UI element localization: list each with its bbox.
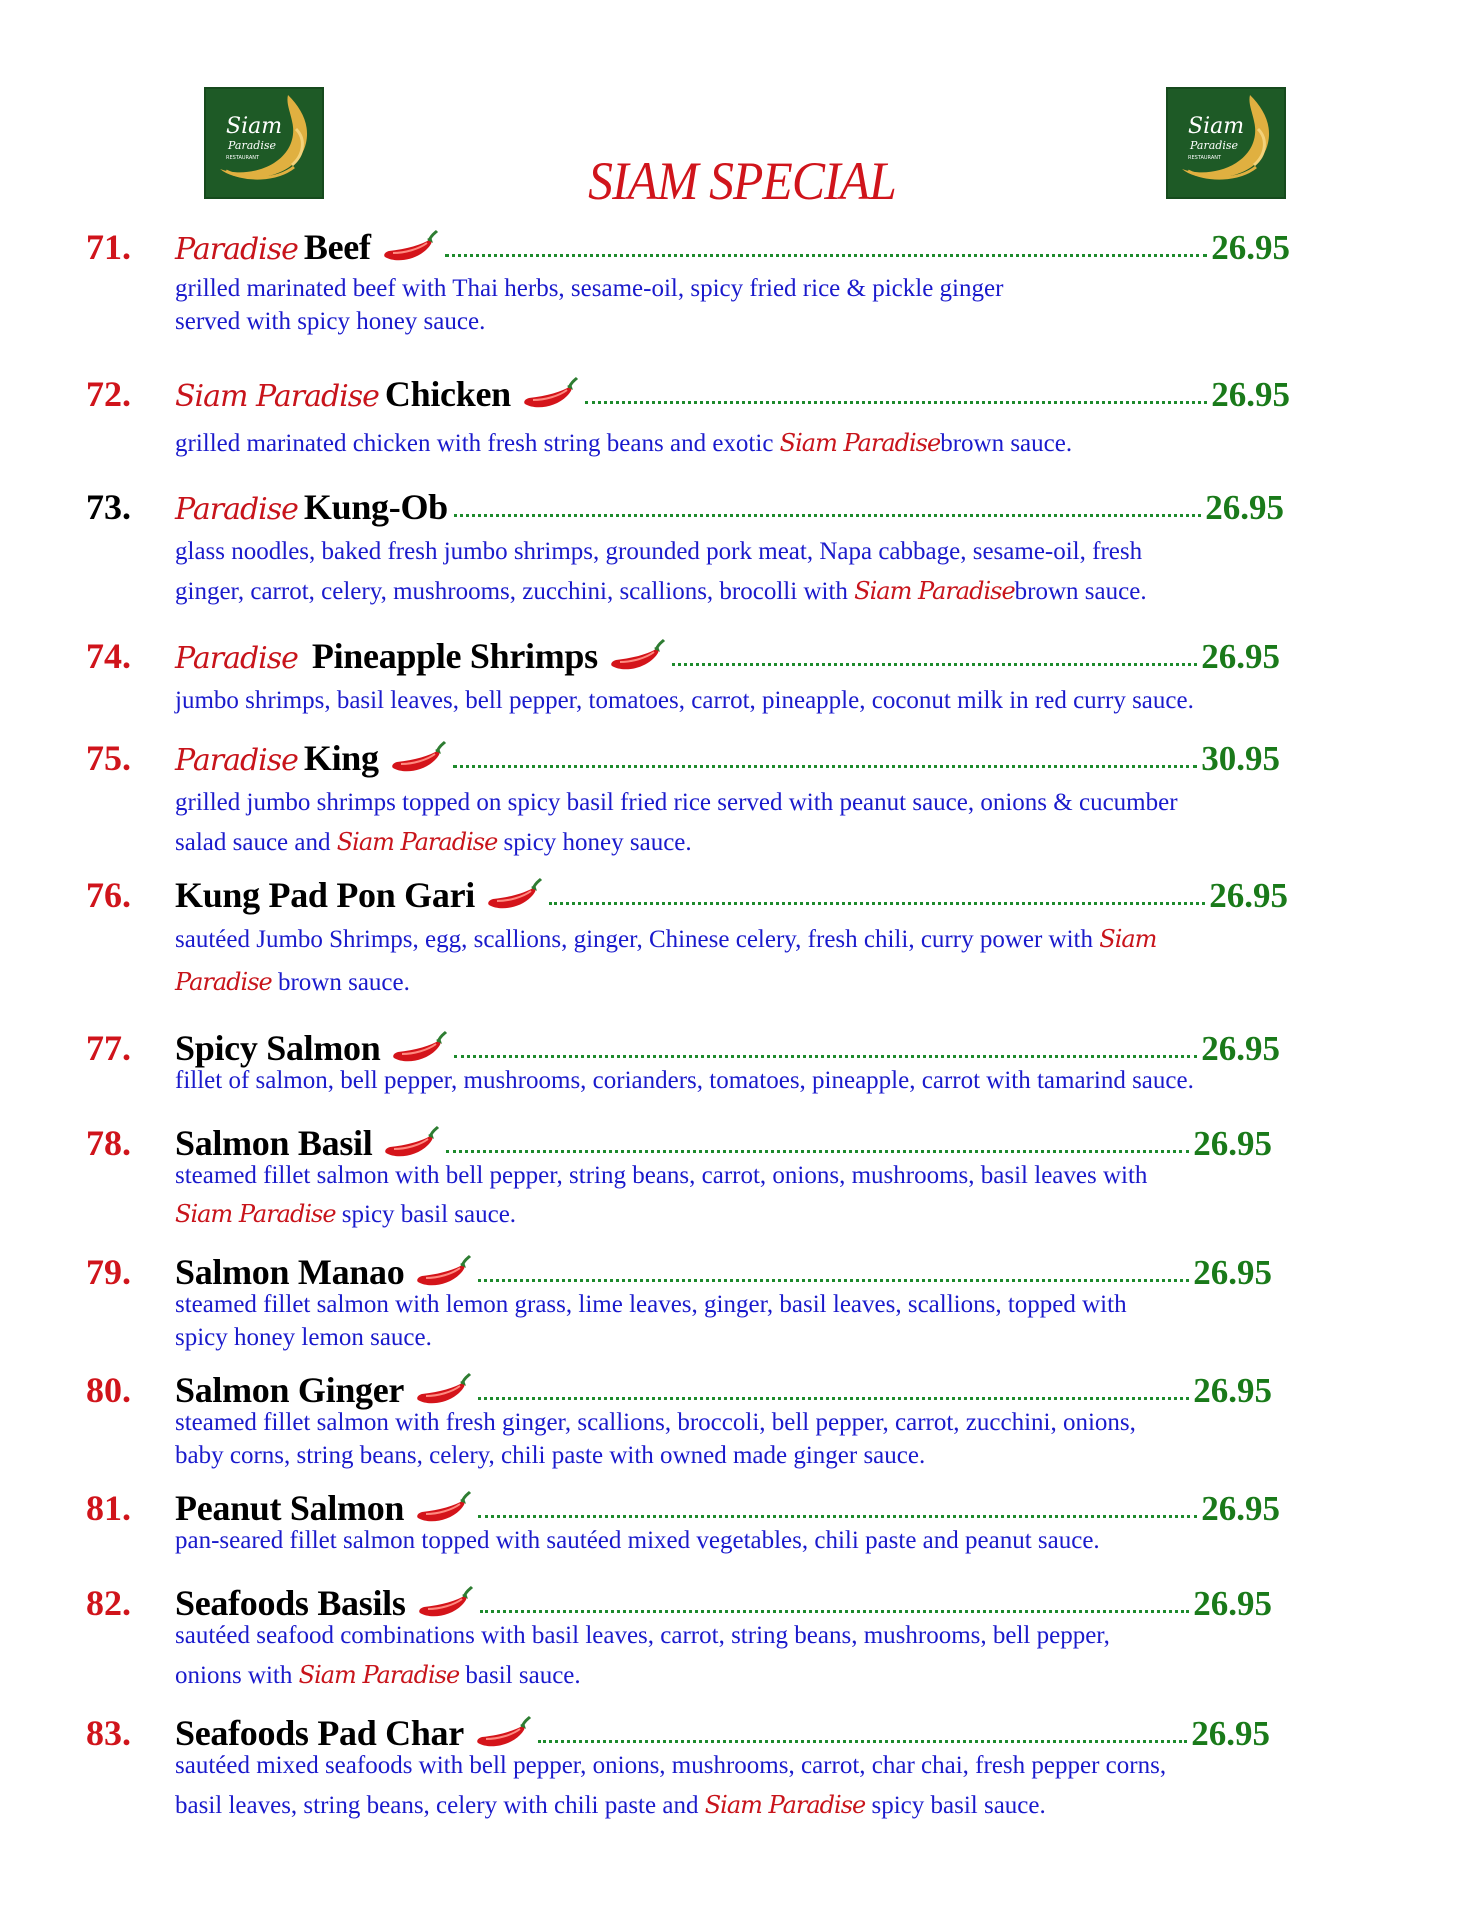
item-name: Seafoods Basils: [175, 1583, 406, 1623]
item-description: [175, 1406, 1375, 1472]
item-price: 26.95: [1211, 375, 1290, 414]
description-line: steamed fillet salmon with bell pepper, string beans, carrot, onions, mushrooms, basil leaves with: [175, 1162, 1148, 1189]
item-prefix: Paradise: [175, 743, 298, 778]
chili-pepper-icon: [414, 1370, 472, 1410]
chili-pepper-icon: [389, 738, 447, 778]
chili-pepper-icon: [381, 227, 439, 267]
description-text: grilled marinated chicken with fresh string beans and exotic: [175, 430, 780, 457]
item-description: [175, 1159, 1375, 1231]
description-text: basil leaves, string beans, celery with chili paste and: [175, 1792, 705, 1819]
item-name-line: [175, 873, 1288, 917]
item-description: [175, 1524, 1375, 1557]
brand-name: Siam Paradise: [704, 1791, 866, 1819]
item-name: Kung-Ob: [303, 487, 448, 527]
dot-leader: [538, 1738, 1187, 1743]
brand-name: Siam Paradise: [298, 1661, 460, 1689]
item-name: Kung Pad Pon Gari: [175, 875, 475, 915]
description-line: steamed fillet salmon with lemon grass, lime leaves, ginger, basil leaves, scallions, topped with: [175, 1291, 1127, 1318]
chili-pepper-icon: [416, 1583, 474, 1623]
item-number: 79.: [86, 1252, 131, 1292]
item-price: 26.95: [1191, 1714, 1270, 1753]
item-name: Salmon Ginger: [175, 1370, 405, 1410]
item-prefix: Siam Paradise: [175, 379, 379, 414]
description-text: sautéed Jumbo Shrimps, egg, scallions, ginger, Chinese celery, fresh chili, curry power with: [175, 926, 1100, 953]
item-price: 26.95: [1193, 1253, 1272, 1292]
item-prefix: Paradise: [175, 492, 298, 527]
brand-name: Paradise: [175, 968, 272, 996]
item-price: 26.95: [1205, 488, 1284, 527]
chili-pepper-icon: [608, 636, 666, 676]
svg-text:RESTAURANT: RESTAURANT: [226, 155, 260, 161]
item-price: 26.95: [1201, 1489, 1280, 1528]
item-name: Salmon Manao: [175, 1252, 405, 1292]
description-line: [175, 427, 1375, 460]
item-description: [175, 1749, 1375, 1822]
item-price: 26.95: [1193, 1371, 1272, 1410]
item-price: 26.95: [1211, 228, 1290, 267]
item-number: 75.: [86, 738, 131, 778]
chili-pepper-icon: [485, 875, 543, 915]
dot-leader: [446, 1148, 1189, 1153]
item-number: 77.: [86, 1028, 131, 1068]
description-line: spicy honey lemon sauce.: [175, 1324, 432, 1351]
description-line: [175, 1198, 1375, 1231]
item-price: 26.95: [1201, 637, 1280, 676]
description-line: [175, 1659, 1375, 1692]
item-number: 82.: [86, 1583, 131, 1623]
description-line: pan-seared fillet salmon topped with sautéed mixed vegetables, chili paste and peanut sauce.: [175, 1527, 1100, 1554]
dot-leader: [478, 1513, 1197, 1518]
description-line: [175, 575, 1375, 608]
chili-pepper-icon: [414, 1252, 472, 1292]
chili-pepper-icon: [521, 374, 579, 414]
svg-text:RESTAURANT: RESTAURANT: [1188, 155, 1222, 161]
dot-leader: [549, 900, 1205, 905]
brand-name: Siam Paradise: [854, 577, 1015, 605]
item-price: 26.95: [1209, 876, 1288, 915]
item-price: 30.95: [1201, 739, 1280, 778]
item-description: [175, 272, 1375, 338]
item-description: [175, 923, 1345, 999]
item-name: Pineapple Shrimps: [311, 636, 598, 676]
item-name-line: [175, 485, 1284, 529]
item-number: 78.: [86, 1123, 131, 1163]
item-prefix: Paradise: [175, 232, 298, 267]
description-line: grilled marinated beef with Thai herbs, sesame-oil, spicy fried rice & pickle ginger: [175, 275, 1004, 302]
dot-leader: [454, 512, 1201, 517]
chili-pepper-icon: [474, 1713, 532, 1753]
item-name: Peanut Salmon: [175, 1488, 405, 1528]
dot-leader: [478, 1277, 1189, 1282]
brand-name: Siam Paradise: [336, 828, 498, 856]
item-description: [175, 1064, 1375, 1097]
svg-text:Siam: Siam: [226, 114, 283, 139]
item-description: [175, 786, 1375, 859]
item-description: [175, 427, 1375, 460]
description-line: [175, 1789, 1375, 1822]
dot-leader: [454, 1053, 1197, 1058]
brand-name: Siam: [1099, 925, 1157, 953]
description-line: glass noodles, baked fresh jumbo shrimps, grounded pork meat, Napa cabbage, sesame-oil, fresh: [175, 538, 1143, 565]
description-line: served with spicy honey sauce.: [175, 308, 486, 335]
item-name: Spicy Salmon: [175, 1028, 381, 1068]
dot-leader: [672, 661, 1197, 666]
item-name-line: [175, 634, 1280, 678]
item-price: 26.95: [1193, 1124, 1272, 1163]
item-name: King: [303, 738, 379, 778]
item-number: 72.: [86, 374, 131, 414]
item-description: [175, 1288, 1375, 1354]
description-text: brown sauce.: [271, 969, 410, 996]
description-text: onions with: [175, 1662, 299, 1689]
description-text: spicy honey sauce.: [497, 829, 692, 856]
item-number: 71.: [86, 227, 131, 267]
item-prefix: Paradise: [175, 641, 298, 676]
dot-leader: [478, 1395, 1189, 1400]
chili-pepper-icon: [382, 1123, 440, 1163]
description-line: [175, 966, 1345, 999]
svg-text:Siam: Siam: [1188, 114, 1245, 139]
page-title: SIAM SPECIAL: [588, 151, 896, 211]
svg-text:Paradise: Paradise: [228, 139, 276, 152]
dot-leader: [445, 252, 1208, 257]
item-number: 80.: [86, 1370, 131, 1410]
item-number: 73.: [86, 487, 131, 527]
item-name-line: [175, 372, 1290, 416]
svg-text:Paradise: Paradise: [1190, 139, 1238, 152]
item-price: 26.95: [1201, 1029, 1280, 1068]
item-name: Beef: [303, 227, 371, 267]
item-number: 76.: [86, 875, 131, 915]
description-line: sautéed seafood combinations with basil leaves, carrot, string beans, mushrooms, bell pepper,: [175, 1622, 1110, 1649]
chili-pepper-icon: [414, 1488, 472, 1528]
description-line: sautéed mixed seafoods with bell pepper, onions, mushrooms, carrot, char chai, fresh pepper corns,: [175, 1752, 1167, 1779]
item-description: [175, 684, 1375, 717]
description-line: grilled jumbo shrimps topped on spicy basil fried rice served with peanut sauce, onions & cucumber: [175, 789, 1178, 816]
brand-name: Siam Paradise: [779, 429, 941, 457]
item-number: 74.: [86, 636, 131, 676]
dot-leader: [585, 399, 1207, 404]
brand-name: Siam Paradise: [175, 1200, 336, 1228]
item-name: Seafoods Pad Char: [175, 1713, 464, 1753]
item-number: 81.: [86, 1488, 131, 1528]
description-line: [175, 826, 1375, 859]
description-text: salad sauce and: [175, 829, 337, 856]
item-name-line: [175, 736, 1280, 780]
dot-leader: [453, 763, 1198, 768]
item-description: [175, 535, 1375, 608]
description-text: spicy basil sauce.: [865, 1792, 1046, 1819]
description-line: fillet of salmon, bell pepper, mushrooms, corianders, tomatoes, pineapple, carrot with tamarind sauce.: [175, 1067, 1194, 1094]
description-text: ginger, carrot, celery, mushrooms, zucchini, scallions, brocolli with: [175, 578, 855, 605]
description-text: brown sauce.: [940, 430, 1073, 457]
chili-pepper-icon: [390, 1028, 448, 1068]
item-name: Chicken: [384, 374, 511, 414]
description-text: spicy basil sauce.: [335, 1201, 517, 1228]
item-number: 83.: [86, 1713, 131, 1753]
dot-leader: [480, 1608, 1190, 1613]
description-line: jumbo shrimps, basil leaves, bell pepper, tomatoes, carrot, pineapple, coconut milk in red curry sauce.: [175, 687, 1194, 714]
item-description: [175, 1619, 1375, 1692]
description-text: brown sauce.: [1014, 578, 1147, 605]
description-line: [175, 923, 1345, 956]
item-name-line: [175, 225, 1290, 269]
description-text: basil sauce.: [459, 1662, 581, 1689]
description-line: baby corns, string beans, celery, chili paste with owned made ginger sauce.: [175, 1442, 926, 1469]
item-price: 26.95: [1193, 1584, 1272, 1623]
item-name: Salmon Basil: [175, 1123, 373, 1163]
description-line: steamed fillet salmon with fresh ginger, scallions, broccoli, bell pepper, carrot, zucchini, onions,: [175, 1409, 1136, 1436]
